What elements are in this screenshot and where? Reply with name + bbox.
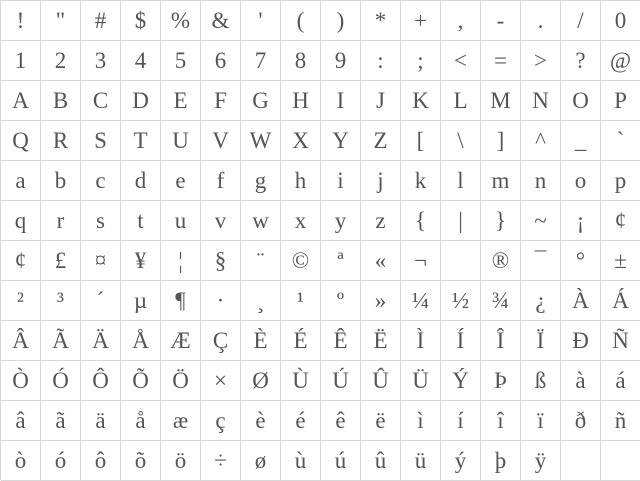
glyph-cell[interactable]: <	[441, 41, 481, 81]
glyph-cell[interactable]: _	[561, 121, 601, 161]
glyph-cell[interactable]: ©	[281, 241, 321, 281]
glyph-cell[interactable]: ~	[521, 201, 561, 241]
glyph-cell[interactable]: ß	[521, 361, 561, 401]
glyph-cell[interactable]: ª	[321, 241, 361, 281]
glyph-cell[interactable]: s	[81, 201, 121, 241]
glyph-cell[interactable]: Í	[441, 321, 481, 361]
glyph-cell[interactable]: N	[521, 81, 561, 121]
glyph-cell[interactable]: ¤	[81, 241, 121, 281]
glyph-cell[interactable]: ¡	[561, 201, 601, 241]
glyph-cell[interactable]: û	[361, 441, 401, 481]
glyph-cell[interactable]: é	[281, 401, 321, 441]
glyph-cell[interactable]: |	[441, 201, 481, 241]
glyph-cell[interactable]: ¦	[161, 241, 201, 281]
glyph-cell[interactable]: I	[321, 81, 361, 121]
glyph-cell[interactable]: ;	[401, 41, 441, 81]
glyph-cell[interactable]: Û	[361, 361, 401, 401]
glyph-cell[interactable]: Ö	[161, 361, 201, 401]
glyph-cell[interactable]: ó	[41, 441, 81, 481]
glyph-cell[interactable]: Á	[601, 281, 640, 321]
glyph-cell[interactable]: U	[161, 121, 201, 161]
glyph-cell[interactable]: »	[361, 281, 401, 321]
glyph-cell[interactable]: F	[201, 81, 241, 121]
glyph-cell[interactable]: /	[561, 1, 601, 41]
glyph-cell[interactable]: å	[121, 401, 161, 441]
glyph-cell[interactable]: Ç	[201, 321, 241, 361]
glyph-cell[interactable]: ±	[601, 241, 640, 281]
glyph-cell[interactable]: l	[441, 161, 481, 201]
glyph-cell[interactable]: ^	[521, 121, 561, 161]
glyph-cell[interactable]: â	[1, 401, 41, 441]
glyph-cell[interactable]: Æ	[161, 321, 201, 361]
glyph-cell[interactable]: ñ	[601, 401, 640, 441]
glyph-cell[interactable]: B	[41, 81, 81, 121]
glyph-cell[interactable]: P	[601, 81, 640, 121]
glyph-cell[interactable]: ¹	[281, 281, 321, 321]
glyph-cell[interactable]: !	[1, 1, 41, 41]
glyph-cell[interactable]: Ò	[1, 361, 41, 401]
glyph-cell[interactable]: ¥	[121, 241, 161, 281]
glyph-cell[interactable]: +	[401, 1, 441, 41]
glyph-cell[interactable]: ½	[441, 281, 481, 321]
glyph-cell[interactable]: Ó	[41, 361, 81, 401]
glyph-cell[interactable]: È	[241, 321, 281, 361]
glyph-cell[interactable]: ÿ	[521, 441, 561, 481]
glyph-cell[interactable]: «	[361, 241, 401, 281]
glyph-cell[interactable]: c	[81, 161, 121, 201]
glyph-cell[interactable]: \	[441, 121, 481, 161]
glyph-cell[interactable]: °	[561, 241, 601, 281]
glyph-cell[interactable]: p	[601, 161, 640, 201]
glyph-cell[interactable]: ³	[41, 281, 81, 321]
glyph-cell[interactable]: `	[601, 121, 640, 161]
glyph-cell[interactable]: ¢	[1, 241, 41, 281]
glyph-cell[interactable]: 2	[41, 41, 81, 81]
glyph-cell[interactable]: ú	[321, 441, 361, 481]
glyph-cell[interactable]: m	[481, 161, 521, 201]
glyph-cell[interactable]: S	[81, 121, 121, 161]
glyph-cell[interactable]: Ù	[281, 361, 321, 401]
glyph-cell[interactable]: ö	[161, 441, 201, 481]
glyph-cell[interactable]: Ï	[521, 321, 561, 361]
glyph-cell[interactable]: %	[161, 1, 201, 41]
glyph-cell[interactable]: ]	[481, 121, 521, 161]
glyph-cell[interactable]: k	[401, 161, 441, 201]
glyph-cell[interactable]: 3	[81, 41, 121, 81]
glyph-cell[interactable]: ý	[441, 441, 481, 481]
glyph-cell[interactable]: z	[361, 201, 401, 241]
glyph-cell[interactable]: R	[41, 121, 81, 161]
glyph-cell[interactable]: 9	[321, 41, 361, 81]
glyph-cell[interactable]: î	[481, 401, 521, 441]
glyph-cell[interactable]: x	[281, 201, 321, 241]
glyph-cell[interactable]: [	[401, 121, 441, 161]
glyph-cell[interactable]: $	[121, 1, 161, 41]
glyph-cell[interactable]: h	[281, 161, 321, 201]
glyph-cell[interactable]: ì	[401, 401, 441, 441]
glyph-cell[interactable]: Q	[1, 121, 41, 161]
glyph-cell[interactable]: ¸	[241, 281, 281, 321]
glyph-cell[interactable]: 5	[161, 41, 201, 81]
glyph-cell[interactable]: .	[521, 1, 561, 41]
glyph-cell[interactable]: O	[561, 81, 601, 121]
glyph-cell[interactable]: Ú	[321, 361, 361, 401]
glyph-cell[interactable]: æ	[161, 401, 201, 441]
glyph-cell[interactable]: )	[321, 1, 361, 41]
glyph-cell[interactable]: ê	[321, 401, 361, 441]
glyph-cell[interactable]: ã	[41, 401, 81, 441]
glyph-cell[interactable]: A	[1, 81, 41, 121]
glyph-cell[interactable]: e	[161, 161, 201, 201]
glyph-cell[interactable]	[561, 441, 601, 481]
glyph-cell[interactable]: Â	[1, 321, 41, 361]
glyph-cell[interactable]: ¢	[601, 201, 640, 241]
glyph-cell[interactable]: ¬	[401, 241, 441, 281]
glyph-cell[interactable]: ç	[201, 401, 241, 441]
glyph-cell[interactable]: w	[241, 201, 281, 241]
glyph-cell[interactable]: 4	[121, 41, 161, 81]
glyph-cell[interactable]: Ð	[561, 321, 601, 361]
glyph-cell[interactable]: Ø	[241, 361, 281, 401]
glyph-cell[interactable]: Ì	[401, 321, 441, 361]
glyph-cell[interactable]: J	[361, 81, 401, 121]
glyph-cell[interactable]: i	[321, 161, 361, 201]
glyph-cell[interactable]: :	[361, 41, 401, 81]
glyph-cell[interactable]: ²	[1, 281, 41, 321]
glyph-cell[interactable]: 7	[241, 41, 281, 81]
glyph-cell[interactable]: -	[481, 1, 521, 41]
glyph-cell[interactable]: ¶	[161, 281, 201, 321]
glyph-cell[interactable]: Å	[121, 321, 161, 361]
glyph-cell[interactable]: á	[601, 361, 640, 401]
glyph-cell[interactable]: Ý	[441, 361, 481, 401]
glyph-cell[interactable]: õ	[121, 441, 161, 481]
glyph-cell[interactable]: ×	[201, 361, 241, 401]
glyph-cell[interactable]: Y	[321, 121, 361, 161]
glyph-cell[interactable]: à	[561, 361, 601, 401]
glyph-cell[interactable]: }	[481, 201, 521, 241]
glyph-cell[interactable]: W	[241, 121, 281, 161]
glyph-cell[interactable]	[601, 441, 640, 481]
glyph-cell[interactable]: ô	[81, 441, 121, 481]
glyph-cell[interactable]: j	[361, 161, 401, 201]
glyph-cell[interactable]: ü	[401, 441, 441, 481]
glyph-cell[interactable]: u	[161, 201, 201, 241]
glyph-cell[interactable]: r	[41, 201, 81, 241]
glyph-cell[interactable]: b	[41, 161, 81, 201]
glyph-cell[interactable]: >	[521, 41, 561, 81]
glyph-cell[interactable]: n	[521, 161, 561, 201]
glyph-cell[interactable]: a	[1, 161, 41, 201]
glyph-cell[interactable]: Þ	[481, 361, 521, 401]
glyph-cell[interactable]: 1	[1, 41, 41, 81]
glyph-cell[interactable]: G	[241, 81, 281, 121]
glyph-cell[interactable]: t	[121, 201, 161, 241]
glyph-cell[interactable]: ð	[561, 401, 601, 441]
glyph-cell[interactable]: ò	[1, 441, 41, 481]
glyph-cell[interactable]: ø	[241, 441, 281, 481]
glyph-cell[interactable]: ¨	[241, 241, 281, 281]
glyph-cell[interactable]: í	[441, 401, 481, 441]
glyph-cell[interactable]: E	[161, 81, 201, 121]
glyph-cell[interactable]: §	[201, 241, 241, 281]
glyph-cell[interactable]: K	[401, 81, 441, 121]
glyph-cell[interactable]: y	[321, 201, 361, 241]
glyph-cell[interactable]: ,	[441, 1, 481, 41]
glyph-cell[interactable]: X	[281, 121, 321, 161]
glyph-cell[interactable]: £	[41, 241, 81, 281]
glyph-cell[interactable]: L	[441, 81, 481, 121]
glyph-cell[interactable]: ¼	[401, 281, 441, 321]
glyph-cell[interactable]: º	[321, 281, 361, 321]
glyph-cell[interactable]: Ñ	[601, 321, 640, 361]
glyph-cell[interactable]: ¿	[521, 281, 561, 321]
glyph-cell[interactable]: þ	[481, 441, 521, 481]
glyph-cell[interactable]: Õ	[121, 361, 161, 401]
glyph-cell[interactable]: É	[281, 321, 321, 361]
glyph-cell[interactable]: ù	[281, 441, 321, 481]
glyph-cell[interactable]: ¾	[481, 281, 521, 321]
glyph-cell[interactable]: À	[561, 281, 601, 321]
glyph-cell[interactable]: ®	[481, 241, 521, 281]
glyph-cell[interactable]: M	[481, 81, 521, 121]
glyph-cell[interactable]: &	[201, 1, 241, 41]
glyph-cell[interactable]: v	[201, 201, 241, 241]
glyph-cell[interactable]: #	[81, 1, 121, 41]
glyph-cell[interactable]: Ã	[41, 321, 81, 361]
glyph-cell[interactable]: T	[121, 121, 161, 161]
glyph-cell[interactable]: Ä	[81, 321, 121, 361]
glyph-cell[interactable]: ·	[201, 281, 241, 321]
glyph-cell[interactable]: g	[241, 161, 281, 201]
glyph-cell[interactable]: f	[201, 161, 241, 201]
glyph-cell[interactable]: d	[121, 161, 161, 201]
glyph-cell[interactable]: ä	[81, 401, 121, 441]
glyph-cell[interactable]: Z	[361, 121, 401, 161]
glyph-cell[interactable]: o	[561, 161, 601, 201]
glyph-cell[interactable]	[441, 241, 481, 281]
glyph-cell[interactable]: 6	[201, 41, 241, 81]
glyph-cell[interactable]: H	[281, 81, 321, 121]
glyph-cell[interactable]: *	[361, 1, 401, 41]
glyph-cell[interactable]: C	[81, 81, 121, 121]
glyph-cell[interactable]: @	[601, 41, 640, 81]
glyph-cell[interactable]: Ê	[321, 321, 361, 361]
glyph-cell[interactable]: Ë	[361, 321, 401, 361]
glyph-cell[interactable]: q	[1, 201, 41, 241]
glyph-cell[interactable]: 0	[601, 1, 640, 41]
glyph-cell[interactable]: D	[121, 81, 161, 121]
glyph-cell[interactable]: ÷	[201, 441, 241, 481]
glyph-cell[interactable]: Ü	[401, 361, 441, 401]
glyph-cell[interactable]: "	[41, 1, 81, 41]
glyph-cell[interactable]: V	[201, 121, 241, 161]
glyph-cell[interactable]: Ô	[81, 361, 121, 401]
glyph-cell[interactable]: {	[401, 201, 441, 241]
glyph-cell[interactable]: Î	[481, 321, 521, 361]
glyph-cell[interactable]: (	[281, 1, 321, 41]
glyph-cell[interactable]: è	[241, 401, 281, 441]
glyph-cell[interactable]: ë	[361, 401, 401, 441]
glyph-cell[interactable]: ?	[561, 41, 601, 81]
glyph-cell[interactable]: =	[481, 41, 521, 81]
glyph-cell[interactable]: ´	[81, 281, 121, 321]
glyph-cell[interactable]: 8	[281, 41, 321, 81]
glyph-cell[interactable]: '	[241, 1, 281, 41]
glyph-cell[interactable]: µ	[121, 281, 161, 321]
glyph-cell[interactable]: ¯	[521, 241, 561, 281]
glyph-cell[interactable]: ï	[521, 401, 561, 441]
